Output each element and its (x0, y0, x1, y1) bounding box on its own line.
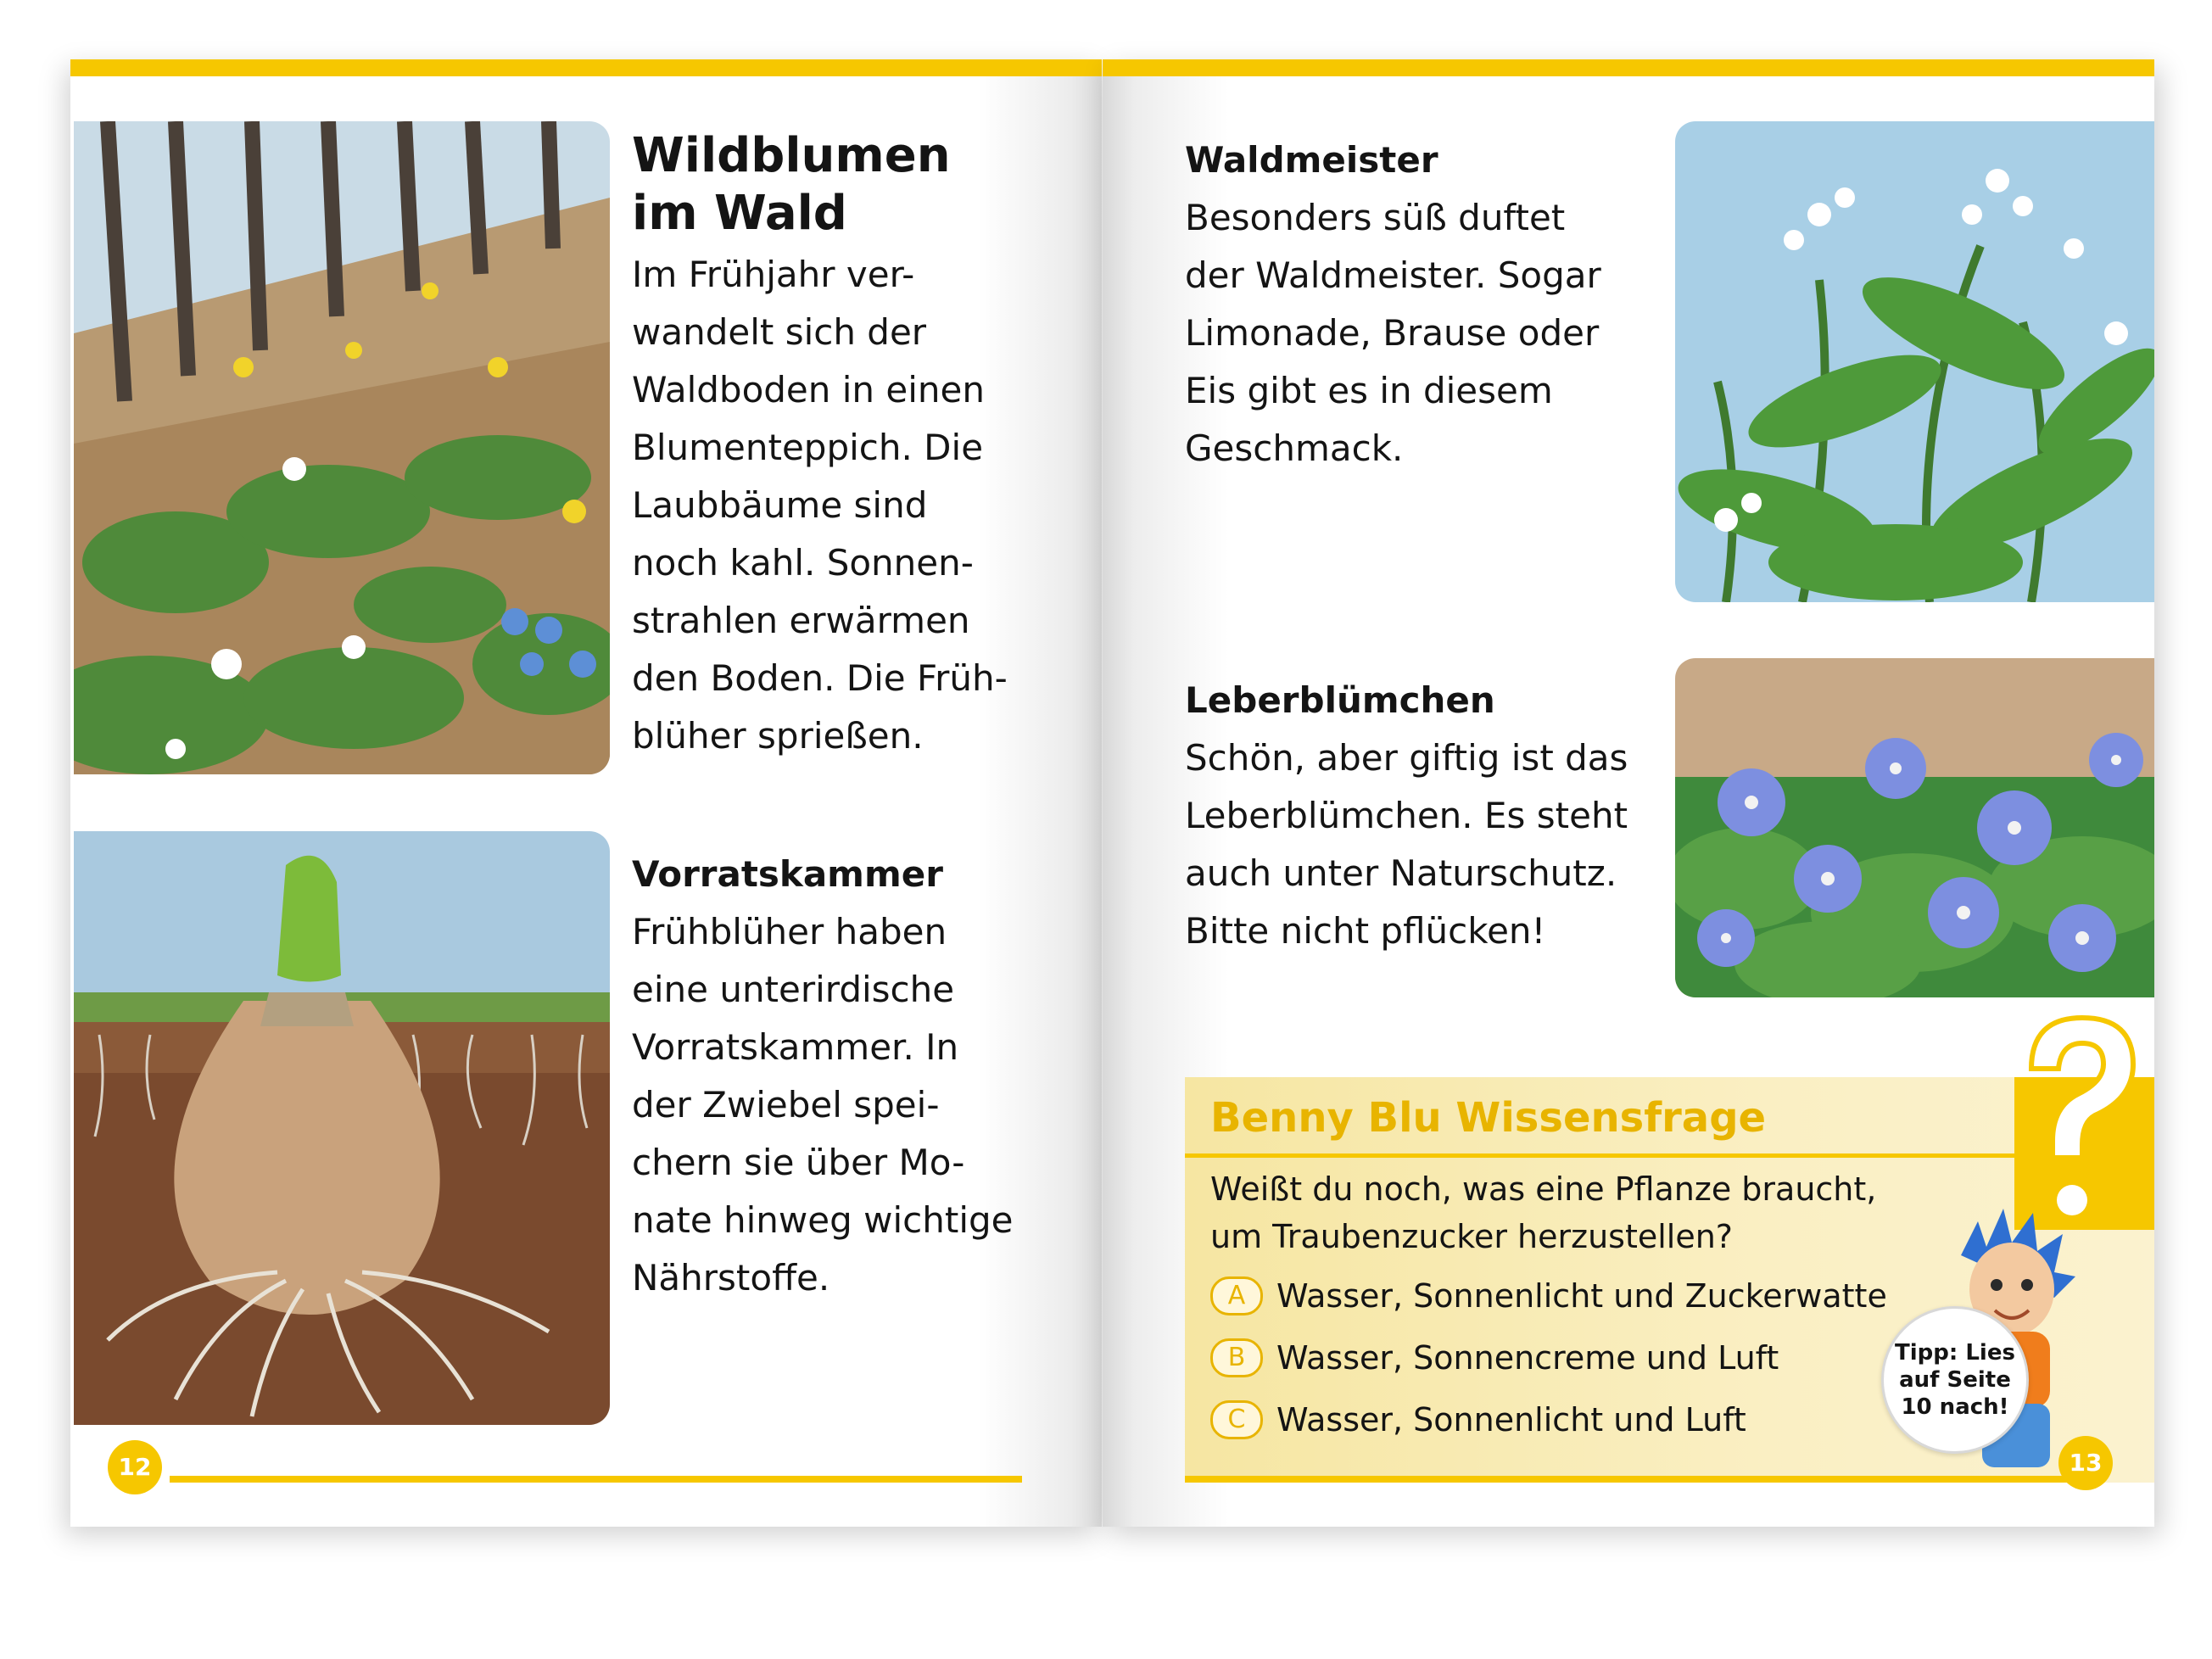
page-number-right: 13 (2058, 1436, 2113, 1490)
forest-floor-illustration (74, 121, 610, 774)
section-title-leberbluemchen: Leberblümchen (1185, 679, 1495, 721)
section-leberbluemchen: Leberblümchen Schön, aber giftig ist das Leberblümchen. Es steht auch unter Naturschutz. Bitte nicht pflücken! (1185, 672, 1628, 960)
page-number-left: 12 (108, 1440, 162, 1494)
top-accent-bar (70, 59, 1102, 76)
quiz-option-b[interactable] (1210, 1338, 1779, 1377)
option-letter: C (1210, 1400, 1263, 1439)
quiz-title-underline (1185, 1153, 2025, 1158)
hepatica-illustration (1675, 658, 2154, 997)
section-waldmeister: Waldmeister Besonders süß duftet der Waldmeister. Sogar Limonade, Brause oder Eis gibt es in diesem Geschmack. (1185, 131, 1601, 478)
woodruff-illustration (1675, 121, 2154, 602)
bulb-illustration (74, 831, 610, 1425)
top-accent-bar (1103, 59, 2154, 76)
quiz-question: Weißt du noch, was eine Pflanze braucht, um Traubenzucker herzustellen? (1210, 1170, 1877, 1255)
quiz-option-c[interactable] (1210, 1400, 1746, 1439)
quiz-option-a[interactable] (1210, 1276, 1887, 1315)
quiz-title: Benny Blu Wissensfrage (1210, 1094, 1767, 1142)
section-title-wildblumen: Wildblumen im Wald (632, 128, 951, 241)
section-title-vorratskammer: Vorratskammer (632, 853, 943, 895)
question-mark-icon (2006, 1009, 2154, 1230)
footer-line-left (170, 1476, 1022, 1483)
option-text: Wasser, Sonnencreme und Luft (1276, 1339, 1779, 1377)
option-letter: A (1210, 1276, 1263, 1315)
option-text: Wasser, Sonnenlicht und Luft (1276, 1401, 1746, 1438)
option-text: Wasser, Sonnenlicht und Zuckerwatte (1276, 1277, 1887, 1315)
footer-line-right (1185, 1476, 2067, 1483)
section-title-waldmeister: Waldmeister (1185, 139, 1438, 181)
tip-bubble: Tipp: Lies auf Seite 10 nach! (1881, 1306, 2029, 1454)
option-letter: B (1210, 1338, 1263, 1377)
section-vorratskammer: Vorratskammer Frühblüher haben eine unterirdische Vorratskammer. In der Zwiebel spei- chern sie über Mo- nate hinweg wichtige Nährstoffe. (632, 846, 1014, 1307)
section-text-wildblumen: Im Frühjahr ver- wandelt sich der Waldboden in einen Blumenteppich. Die Laubbäume sind noch kahl. Sonnen- strahlen erwärmen den Boden. Die Früh- blüher sprießen. (632, 254, 1008, 757)
